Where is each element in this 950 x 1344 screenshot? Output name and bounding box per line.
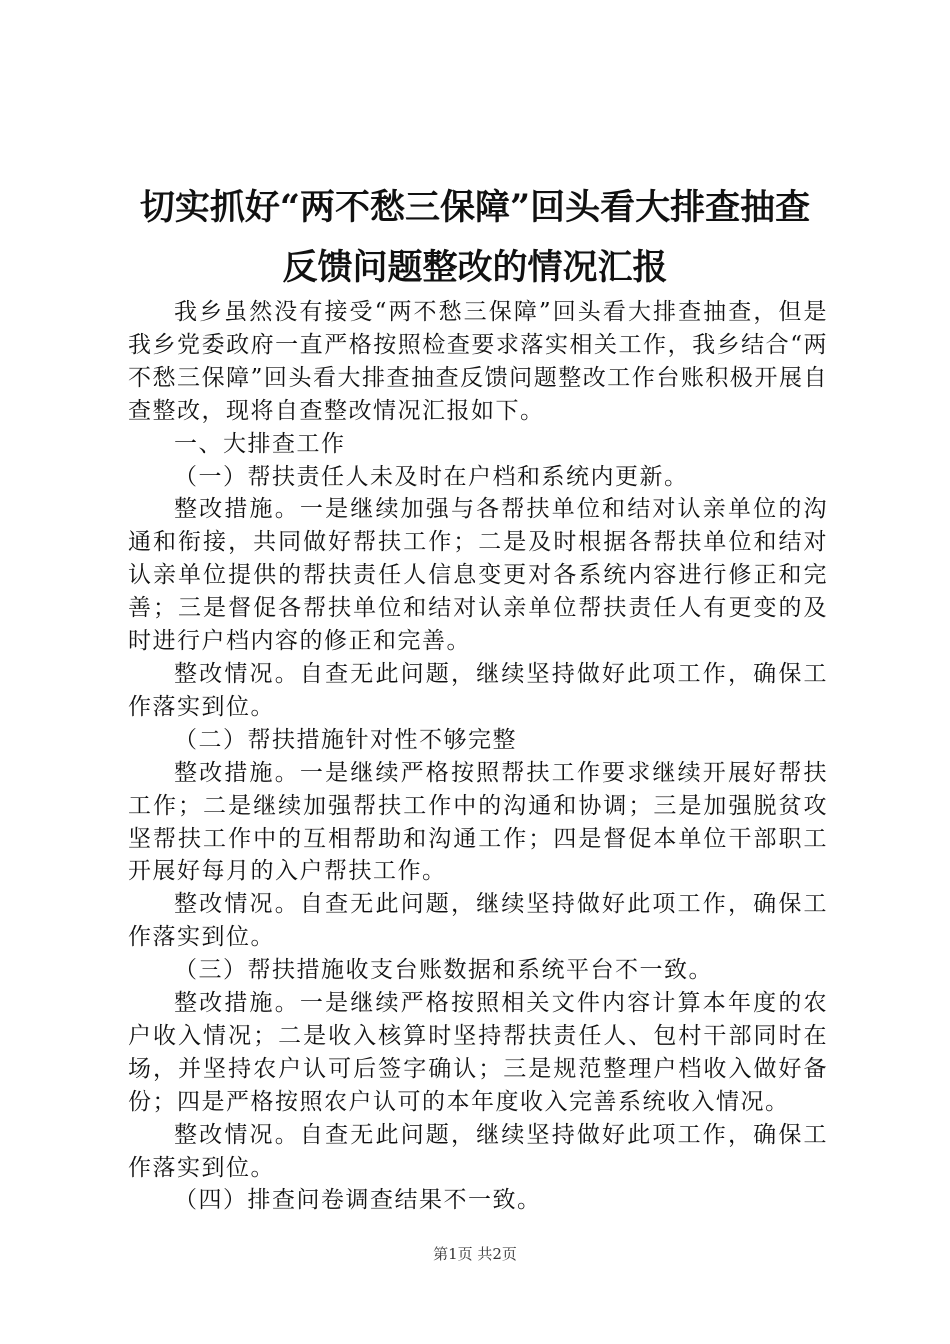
subsection-heading-1: （一）帮扶责任人未及时在户档和系统内更新。 — [174, 463, 689, 490]
document-title-line-1: 切实抓好“两不愁三保障”回头看大排查抽查 — [139, 187, 811, 228]
measures-paragraph-2: 整改措施。一是继续严格按照帮扶工作要求继续开展好帮扶工作；二是继续加强帮扶工作中的沟通和协调；三是加强脱贫攻坚帮扶工作中的互相帮助和沟通工作；四是督促本单位干部职工开展好每月的入户帮扶工作。 — [128, 759, 828, 885]
page-footer: 第1页 共2页 — [433, 1245, 517, 1263]
subsection-heading-3: （三）帮扶措施收支台账数据和系统平台不一致。 — [174, 957, 713, 984]
status-paragraph-1: 整改情况。自查无此问题，继续坚持做好此项工作，确保工作落实到位。 — [128, 660, 828, 720]
subsection-heading-4: （四）排查问卷调查结果不一致。 — [174, 1187, 542, 1214]
document-body — [128, 296, 828, 1217]
document-title-line-2: 反馈问题整改的情况汇报 — [282, 247, 668, 288]
status-paragraph-3: 整改情况。自查无此问题，继续坚持做好此项工作，确保工作落实到位。 — [128, 1121, 828, 1181]
subsection-heading-2: （二）帮扶措施针对性不够完整 — [174, 726, 517, 753]
measures-paragraph-1: 整改措施。一是继续加强与各帮扶单位和结对认亲单位的沟通和衔接，共同做好帮扶工作；二是及时根据各帮扶单位和结对认亲单位提供的帮扶责任人信息变更对各系统内容进行修正和完善；三是督促各帮扶单位和结对认亲单位帮扶责任人有更变的及时进行户档内容的修正和完善。 — [128, 496, 828, 655]
section-heading: 一、大排查工作 — [174, 430, 346, 457]
intro-paragraph: 我乡虽然没有接受“两不愁三保障”回头看大排查抽查，但是我乡党委政府一直严格按照检查要求落实相关工作，我乡结合“两不愁三保障”回头看大排查抽查反馈问题整改工作台账积极开展自查整改，现将自查整改情况汇报如下。 — [128, 299, 828, 424]
status-paragraph-2: 整改情况。自查无此问题，继续坚持做好此项工作，确保工作落实到位。 — [128, 891, 828, 951]
measures-paragraph-3: 整改措施。一是继续严格按照相关文件内容计算本年度的农户收入情况；二是收入核算时坚持帮扶责任人、包村干部同时在场，并坚持农户认可后签字确认；三是规范整理户档收入做好备份；四是严格按照农户认可的本年度收入完善系统收入情况。 — [128, 990, 828, 1115]
